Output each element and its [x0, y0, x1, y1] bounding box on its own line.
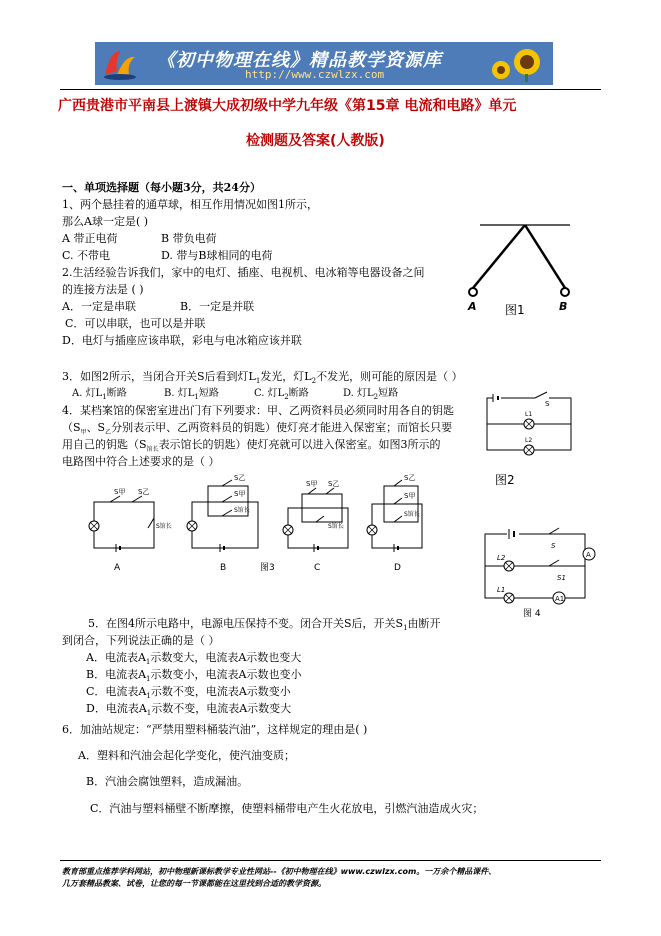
site-logo-icon [101, 45, 139, 82]
q1-option-a: A 带正电荷 [62, 232, 118, 245]
q4-line2-part2: 、S [86, 421, 106, 434]
figure-3d-s-jia: S甲 [404, 492, 416, 500]
page-title-line1: 广西贵港市平南县上渡镇大成初级中学九年级《第15章 电流和电路》单元 [58, 98, 517, 114]
q4-line2-part1: （S [62, 421, 81, 434]
figure-4-ammeter-a: A [586, 551, 591, 559]
q3-opt-c-text: C. 灯L [254, 388, 285, 399]
footer-line1: 教育部重点推荐学科网站，初中物理新课标教学专业性网站--《初中物理在线》www.czwlzx.com。一万余个精品课件、 [62, 867, 497, 876]
q1-stem-line1: 1、两个悬挂着的通草球，相互作用情况如图1所示， [62, 198, 318, 211]
figure-1-diagram [465, 222, 585, 322]
figure-3-circuit-d [367, 474, 422, 573]
q2-option-d: D．电灯与插座应该串联，彩电与电冰箱应该并联 [62, 334, 302, 347]
header-divider [60, 89, 601, 90]
q3-opt-a-end: 断路 [106, 388, 127, 399]
q3-opt-d-end: 短路 [378, 388, 399, 399]
figure-4-diagram [481, 526, 597, 620]
q3-opt-d-text: D. 灯L [343, 388, 374, 399]
figure-1-label-b: B [559, 300, 568, 313]
figure-4-l2-label: L2 [497, 554, 506, 562]
figure-2-l1-label: L1 [525, 411, 533, 418]
q6-stem: 6．加油站规定：“严禁用塑料桶装汽油”，这样规定的理由是( ) [62, 723, 368, 736]
q4-line3-sub: 馆长 [146, 446, 159, 454]
q5-line1-part1: 5．在图4所示电路中，电源电压保持不变。闭合开关S后，开关S [88, 617, 404, 630]
figure-3-option-a: A [114, 563, 121, 573]
figure-2-l2-label: L2 [525, 437, 533, 444]
figure-3-option-d: D [394, 563, 401, 573]
q5-opt-c-sub: 1 [146, 692, 151, 701]
banner-url[interactable]: http://www.czwlzx.com [245, 68, 385, 81]
q4-line2-part3: 分别表示甲、乙两资料员的钥匙）使灯亮才能进入保密室；而馆长只要 [111, 421, 453, 434]
q3-stem-part3: 不发光，则可能的原因是（ ） [316, 370, 463, 383]
q4-line2-sub1: 甲 [80, 429, 87, 437]
q3-sub2: 2 [311, 377, 317, 386]
q6-option-c: C．汽油与塑料桶壁不断摩擦，使塑料桶带电产生火花放电，引燃汽油造成火灾； [90, 802, 484, 815]
figure-1-caption: 图1 [505, 303, 525, 317]
figure-3c-s-yi: S乙 [328, 480, 340, 488]
figure-3b-s-guan: S馆长 [234, 507, 250, 514]
figure-2-diagram [485, 396, 585, 491]
figure-4-l1-label: L1 [497, 586, 506, 594]
q5-opt-b-sub: 1 [146, 675, 151, 684]
q4-line3-part1: 用自己的钥匙（S [62, 438, 147, 451]
q3-opt-b-text: B. 灯L [164, 388, 195, 399]
q5-opt-c-text: C．电流表A [86, 685, 147, 698]
q2-stem-line2: 的连接方法是 ( ) [62, 283, 144, 296]
figure-3c-s-jia: S甲 [306, 480, 318, 488]
q3-opt-d-sub: 2 [373, 393, 379, 401]
q6-option-a: A．塑料和汽油会起化学变化，使汽油变质； [78, 749, 295, 762]
q2-option-a: A．一定是串联 [62, 300, 136, 313]
page-title-line2: 检测题及答案(人教版) [246, 133, 385, 149]
q2-stem-line1: 2.生活经验告诉我们，家中的电灯、插座、电视机、电冰箱等电器设备之间 [62, 266, 425, 279]
figure-3-diagram [88, 474, 428, 574]
figure-4-ammeter-a1: A1 [555, 595, 565, 603]
q3-sub1: 1 [255, 377, 261, 386]
figure-4-s-label: S [551, 542, 556, 550]
q5-opt-d-end: 示数不变，电流表A示数变大 [151, 702, 292, 715]
figure-3-circuit-b [187, 474, 275, 573]
q6-option-b: B．汽油会腐蚀塑料，造成漏油。 [86, 775, 249, 788]
q2-option-c: C．可以串联，也可以是并联 [65, 317, 206, 330]
q3-stem-part2: 发光，灯L [260, 370, 312, 383]
q1-option-c: C. 不带电 [62, 249, 111, 262]
q2-option-b: B．一定是并联 [180, 300, 255, 313]
q5-line1-part2: 由断开 [407, 617, 441, 630]
footer-line2: 几万套精品教案、试卷，让您的每一节课都能在这里找到合适的教学资源。 [62, 879, 326, 888]
q5-option-d [86, 701, 291, 721]
q3-opt-c-end: 断路 [288, 388, 309, 399]
q3-opt-c-sub: 2 [284, 393, 289, 401]
figure-3d-s-yi: S乙 [404, 474, 416, 482]
figure-3-circuit-a [89, 488, 172, 573]
header-banner [95, 42, 553, 85]
q4-stem-line1: 4．某档案馆的保密室进出门有下列要求：甲、乙两资料员必须同时用各自的钥匙 [62, 404, 454, 417]
q1-stem-line2: 那么A球一定是( ) [62, 215, 149, 228]
figure-3c-s-guan: S馆长 [328, 523, 344, 530]
q4-line3-part2: 表示馆长的钥匙）使灯亮就可以进入保密室。如图3所示的 [158, 438, 441, 451]
figure-1-label-a: A [468, 300, 477, 313]
q3-opt-b-sub: 1 [194, 393, 199, 401]
section-heading: 一、单项选择题（每小题3分，共24分） [62, 181, 261, 194]
q5-opt-a-end: 示数变大，电流表A示数也变大 [150, 651, 302, 664]
q4-line2-sub2: 乙 [105, 429, 112, 437]
figure-3a-s-jia: S甲 [114, 488, 126, 496]
figure-3-caption: 图3 [260, 563, 275, 573]
q4-stem-line4: 电路图中符合上述要求的是（ ） [62, 455, 220, 468]
q5-opt-b-text: B．电流表A [86, 668, 147, 681]
q1-option-d: D. 带与B球相同的电荷 [161, 249, 273, 262]
figure-2-caption: 图2 [495, 473, 515, 487]
q5-line1-sub: 1 [403, 624, 408, 633]
q3-opt-b-end: 短路 [198, 388, 219, 399]
figure-3b-s-jia: S甲 [234, 490, 246, 498]
sunflower-icon [487, 46, 547, 82]
q3-opt-a-sub: 1 [102, 393, 107, 401]
banner-title: 《初中物理在线》精品教学资源库 [157, 50, 442, 71]
q3-stem-part1: 3．如图2所示，当闭合开关S后看到灯L [62, 370, 256, 383]
figure-3b-s-yi: S乙 [234, 474, 246, 482]
figure-3a-s-yi: S乙 [138, 488, 150, 496]
q3-opt-a-text: A. 灯L [72, 388, 103, 399]
figure-3-circuit-c [283, 480, 348, 573]
q5-opt-d-sub: 1 [146, 709, 152, 718]
figure-3-option-b: B [220, 563, 227, 573]
footer-divider [60, 860, 601, 861]
q5-opt-a-text: A．电流表A [86, 651, 146, 664]
q5-opt-b-end: 示数变小，电流表A示数也变小 [150, 668, 302, 681]
figure-3d-s-guan: S馆长 [404, 511, 420, 518]
q1-option-b: B 带负电荷 [161, 232, 217, 245]
q5-stem-line2: 到闭合，下列说法正确的是（ ） [62, 634, 220, 647]
figure-4-s1-label: S1 [557, 574, 566, 582]
figure-4-caption: 图 4 [523, 609, 541, 619]
q5-opt-a-sub: 1 [145, 658, 151, 667]
figure-2-switch-label: S [545, 400, 550, 408]
q5-opt-c-end: 示数不变，电流表A示数变小 [150, 685, 291, 698]
figure-3-option-c: C [314, 563, 321, 573]
figure-3a-s-guan: S馆长 [156, 523, 172, 530]
q5-opt-d-text: D．电流表A [86, 702, 147, 715]
